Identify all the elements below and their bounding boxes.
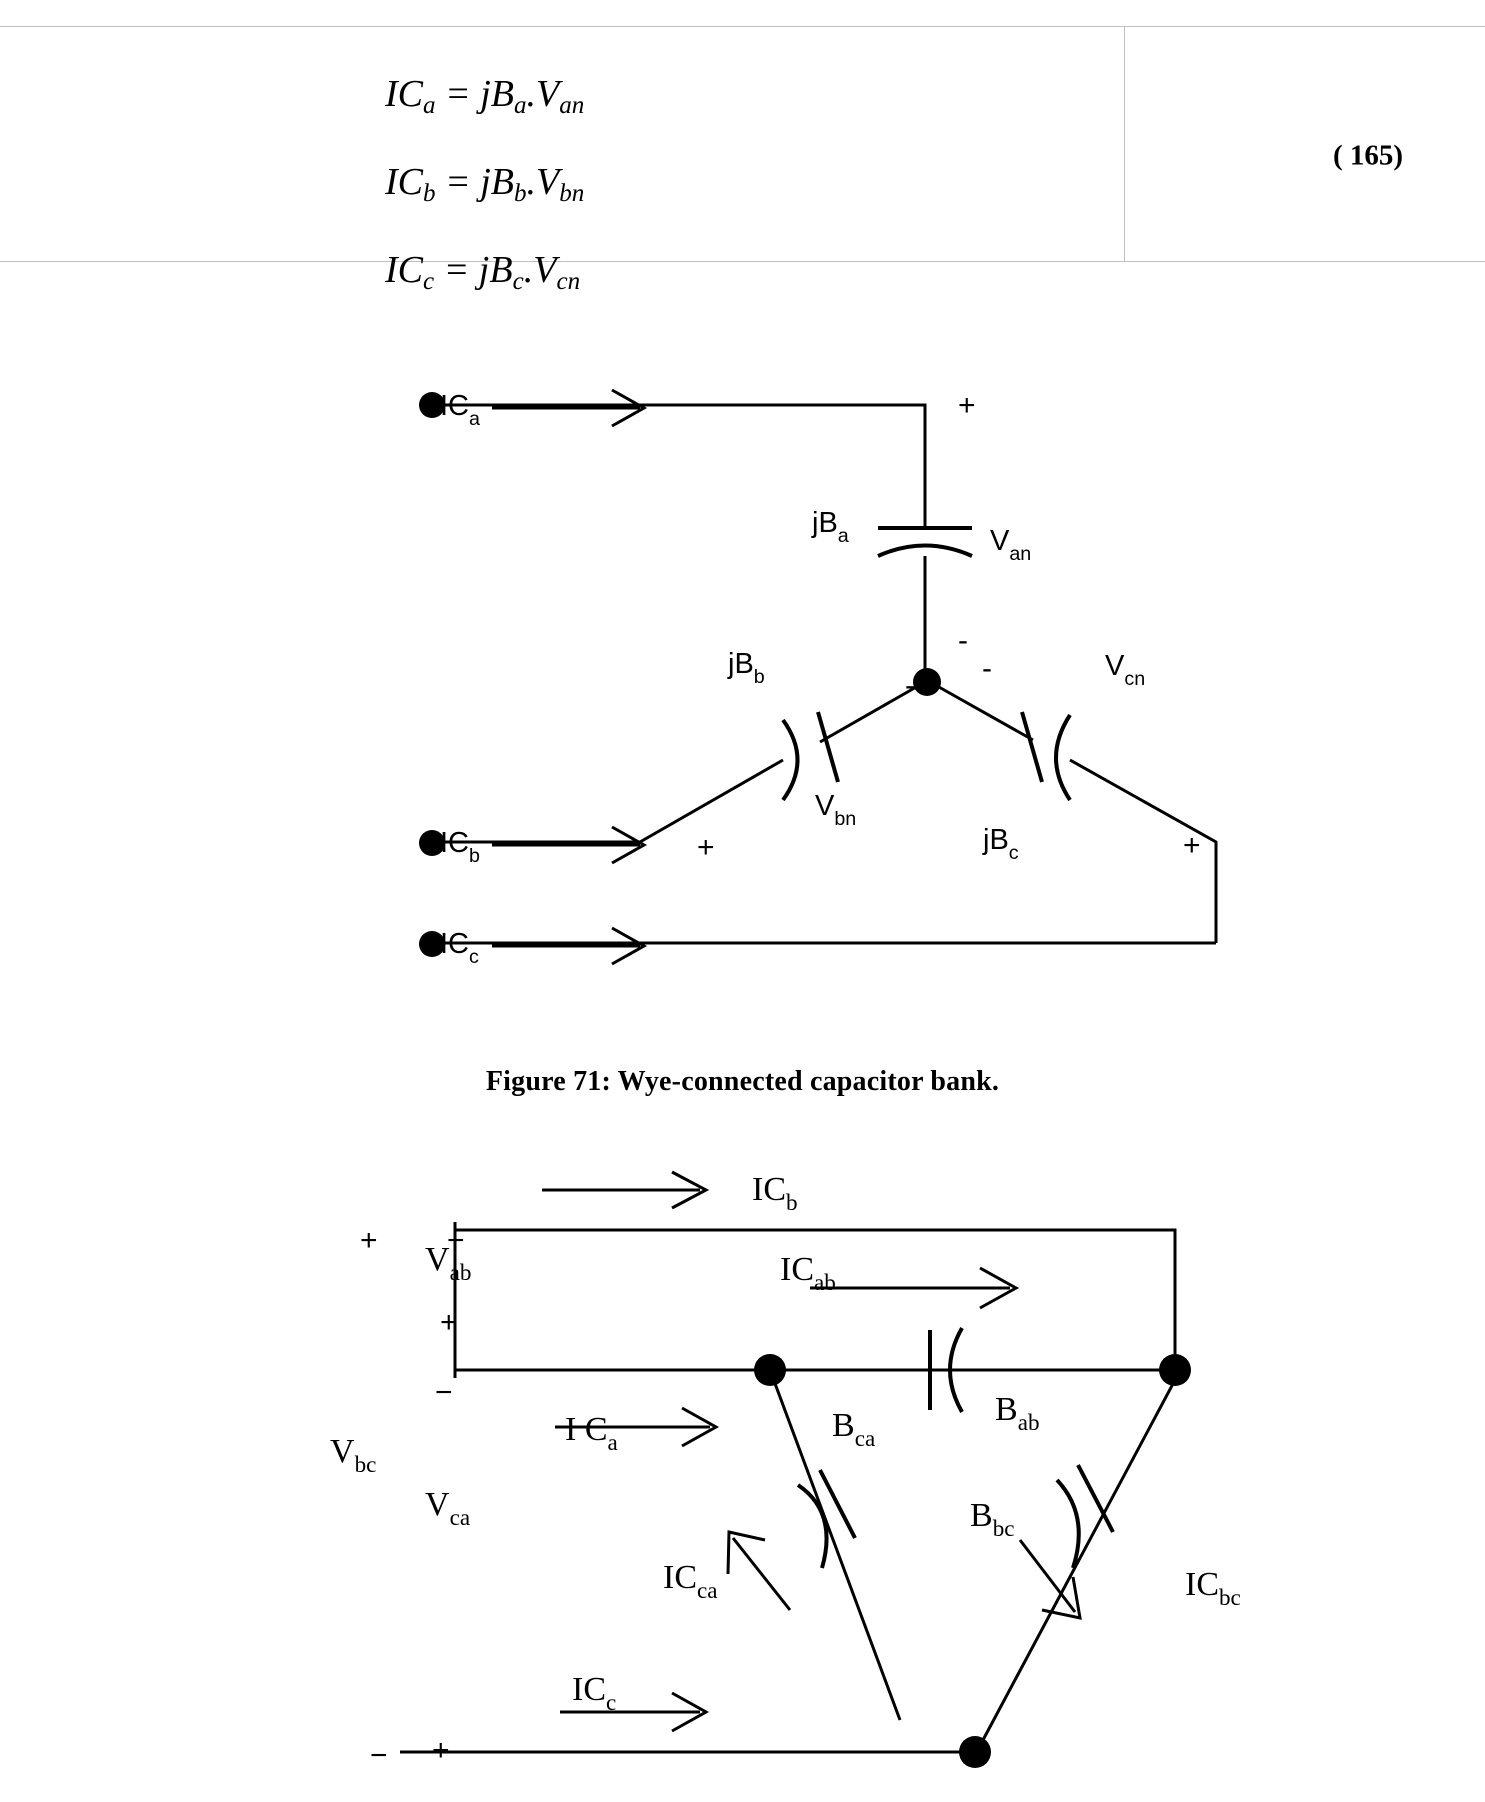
- cap-c-plate-left: [1022, 712, 1042, 782]
- eq3-lhs: IC: [385, 249, 423, 292]
- cap-c-plate-right: [1056, 715, 1070, 800]
- polarity-plus-b: +: [697, 831, 715, 864]
- eq3-rhs2: V: [533, 249, 557, 292]
- label-ic-ab: $IC_{ab}$: [780, 1251, 836, 1296]
- label-v-ab: $V_{ab}$: [425, 1241, 472, 1286]
- table-rule-vertical: [1124, 26, 1125, 262]
- figure-delta-capacitor-bank: [0, 1140, 1485, 1800]
- polarity-plus-a: +: [958, 389, 976, 422]
- polarity-minus-top: −: [447, 1224, 465, 1257]
- equation-lines: [385, 56, 584, 320]
- eq1-rhs1-sub: a: [513, 92, 527, 120]
- cap-b-plate-right: [818, 712, 838, 782]
- wire-phase-b-delta: [455, 1230, 1175, 1370]
- eq3-rhs1-sub: c: [512, 268, 524, 296]
- equation-line-1: [385, 56, 584, 144]
- arrow-icbc-shaft: [1020, 1540, 1075, 1612]
- label-jb-b: $jB_b$: [728, 648, 765, 688]
- table-rule-bottom: [0, 261, 1485, 262]
- wire-phase-a: [432, 405, 925, 528]
- label-jb-a: $jB_a$: [812, 507, 849, 547]
- eq3-dot: .: [523, 249, 534, 292]
- label-ic-b: $IC_b$: [440, 827, 480, 867]
- cap-ca-plate-upper: [798, 1485, 827, 1568]
- label-jb-c: $jB_c$: [983, 824, 1019, 864]
- eq2-rhs1-sub: b: [513, 180, 527, 208]
- polarity-minus-bottom: −: [370, 1739, 388, 1772]
- eq1-dot: .: [526, 73, 537, 115]
- arrow-icca-shaft: [733, 1538, 790, 1610]
- cap-b-plate-left: [783, 720, 798, 800]
- eq1-rhs2: V: [536, 73, 560, 115]
- figure-wye-capacitor-bank: [0, 360, 1485, 1080]
- delta-node-b: [1159, 1354, 1191, 1386]
- label-ic-c-delta: $IC_c$: [572, 1671, 617, 1716]
- polarity-minus-a: -: [958, 624, 968, 657]
- eq1-equals: =: [445, 73, 481, 115]
- label-b-ca: $B_{ca}$: [832, 1407, 876, 1452]
- eq2-rhs2-sub: bn: [559, 180, 585, 208]
- label-v-bc: $V_{bc}$: [330, 1433, 377, 1478]
- polarity-plus-top: +: [360, 1224, 378, 1257]
- eq2-rhs1: jB: [480, 161, 514, 204]
- eq2-lhs-sub: b: [423, 180, 436, 208]
- eq3-rhs2-sub: cn: [556, 268, 581, 296]
- label-v-cn: $V_{cn}$: [1105, 650, 1146, 690]
- delta-node-a: [754, 1354, 786, 1386]
- eq2-equals: =: [445, 161, 481, 204]
- wire-node-to-cap-c: [930, 682, 1033, 740]
- table-rule-top: [0, 26, 1485, 27]
- eq2-dot: .: [526, 161, 537, 204]
- equation-line-3: [385, 232, 584, 320]
- label-v-an: $V_{an}$: [990, 525, 1032, 565]
- neutral-node-dot: [913, 668, 941, 696]
- eq2-rhs2: V: [536, 161, 560, 204]
- delta-node-c: [959, 1736, 991, 1768]
- polarity-plus-bottom: +: [432, 1734, 450, 1767]
- polarity-plus-mid: +: [440, 1306, 458, 1339]
- eq3-equals: =: [443, 249, 479, 292]
- label-ic-a: $IC_a$: [440, 390, 480, 430]
- eq3-rhs1: jB: [478, 249, 513, 292]
- label-v-ca: $V_{ca}$: [425, 1486, 471, 1531]
- equation-number: ( 165): [1332, 139, 1404, 172]
- label-b-bc: $B_{bc}$: [970, 1497, 1015, 1542]
- equation-block: [0, 26, 1485, 296]
- label-b-ab: $B_{ab}$: [995, 1391, 1040, 1436]
- polarity-minus-b: -: [905, 669, 915, 702]
- cap-a-plate-bottom: [878, 546, 972, 557]
- figure-caption: Figure 71: Wye-connected capacitor bank.: [485, 1066, 1000, 1097]
- equation-line-2: [385, 144, 584, 232]
- eq2-lhs: IC: [385, 161, 423, 204]
- label-ic-c: $IC_c$: [440, 928, 479, 968]
- label-ic-ca: $IC_{ca}$: [663, 1559, 718, 1604]
- eq3-lhs-sub: c: [423, 268, 435, 296]
- eq1-lhs: IC: [385, 73, 423, 115]
- cap-bc-plate-upper: [1057, 1480, 1079, 1568]
- polarity-minus-c: -: [982, 652, 992, 685]
- eq1-rhs2-sub: an: [559, 92, 585, 120]
- label-ic-b-delta: $IC_b$: [752, 1171, 798, 1216]
- eq1-rhs1: jB: [480, 73, 514, 115]
- polarity-minus-mid: −: [435, 1376, 453, 1409]
- wire-node-c-to-b: [983, 1380, 1175, 1740]
- label-ic-a-delta: I $C_a$: [565, 1411, 618, 1456]
- label-ic-bc: $IC_{bc}$: [1185, 1566, 1241, 1611]
- polarity-plus-c: +: [1183, 829, 1201, 862]
- cap-bc-plate-lower: [1078, 1465, 1113, 1532]
- eq1-lhs-sub: a: [423, 92, 436, 120]
- label-v-bn: $V_{bn}$: [815, 790, 857, 830]
- wire-cap-b-to-line-b: [640, 760, 783, 842]
